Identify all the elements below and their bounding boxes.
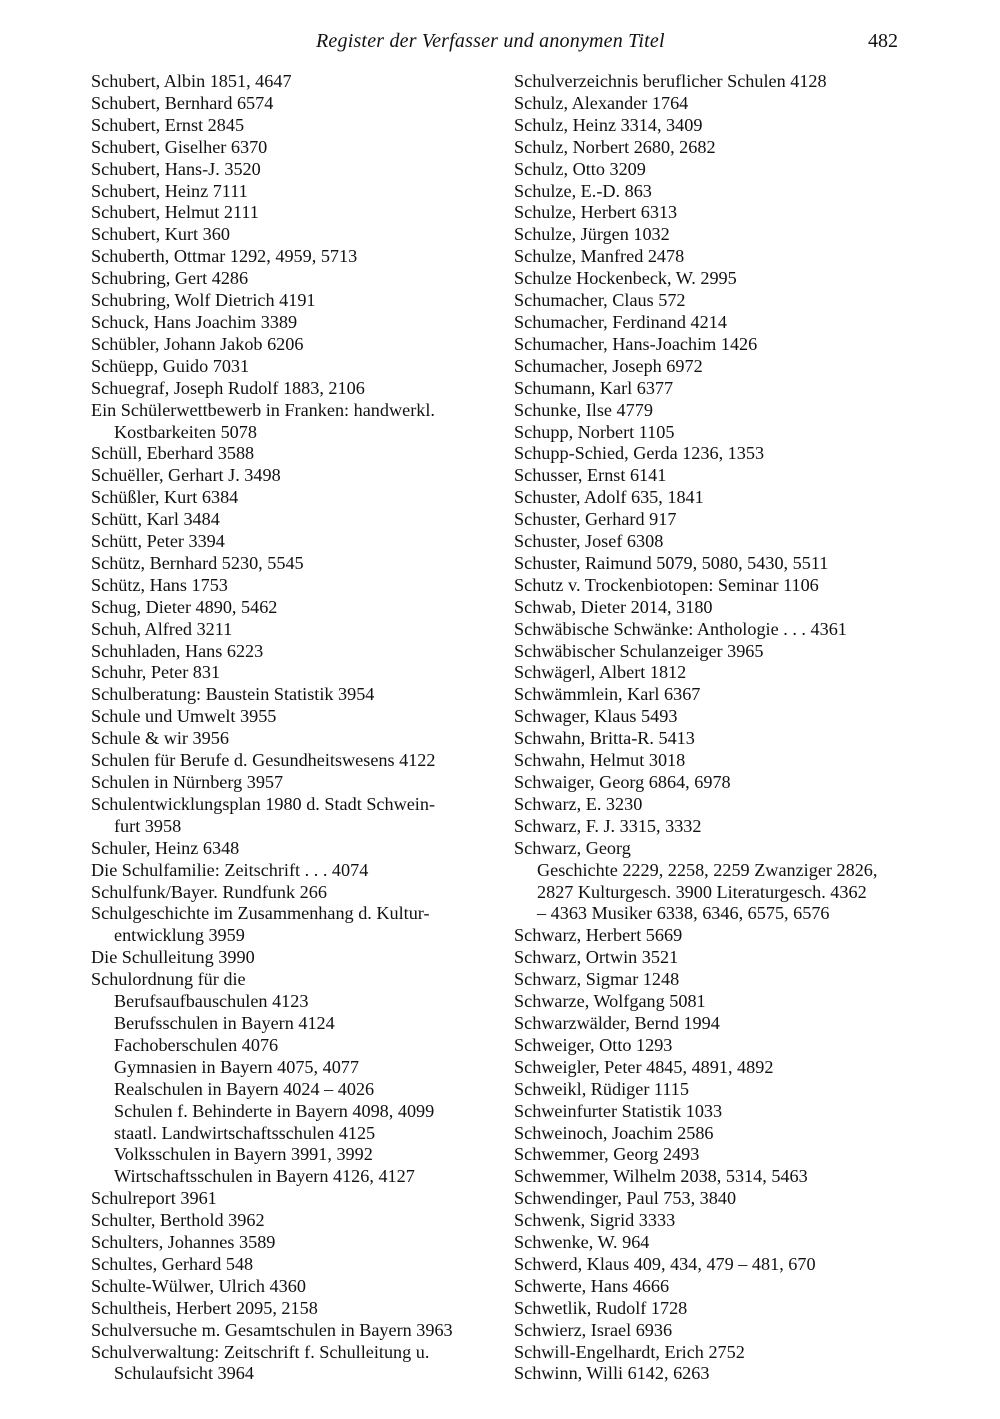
index-entry: Schütt, Karl 3484 [91, 509, 220, 530]
index-entry: Schupp, Norbert 1105 [514, 421, 675, 442]
index-entry: Schubert, Ernst 2845 [91, 114, 245, 135]
index-entry: Schulze, Herbert 6313 [514, 202, 678, 223]
index-entry: Die Schulleitung 3990 [91, 947, 255, 968]
index-column-left [91, 71, 501, 1385]
index-entry: Schwarz, Herbert 5669 [514, 925, 683, 946]
index-entry-continuation: Berufsaufbauschulen 4123 [114, 991, 309, 1012]
index-entry-continuation: – 4363 Musiker 6338, 6346, 6575, 6576 [537, 903, 830, 924]
index-entry: Schumacher, Hans-Joachim 1426 [514, 333, 758, 354]
index-entry: Schwäbische Schwänke: Anthologie . . . 4361 [514, 618, 847, 639]
index-entry: Schulversuche m. Gesamtschulen in Bayern 3963 [91, 1319, 453, 1340]
index-entry: Schwarz, F. J. 3315, 3332 [514, 815, 702, 836]
index-entry: Schubring, Wolf Dietrich 4191 [91, 290, 316, 311]
index-entry: Schumacher, Ferdinand 4214 [514, 311, 727, 332]
index-entry: Schwämmlein, Karl 6367 [514, 684, 701, 705]
index-entry: Schulverzeichnis beruflicher Schulen 4128 [514, 71, 827, 91]
index-entry-continuation: Schulaufsicht 3964 [114, 1363, 254, 1384]
page-number: 482 [868, 30, 898, 52]
index-column-right [514, 71, 914, 1385]
index-entry: Schulze, Jürgen 1032 [514, 224, 670, 245]
index-entry-continuation: 2827 Kulturgesch. 3900 Literaturgesch. 4362 [537, 881, 867, 902]
index-entry: Schumacher, Joseph 6972 [514, 355, 703, 376]
index-entry-continuation: Kostbarkeiten 5078 [114, 421, 257, 442]
index-entry: Schwarze, Wolfgang 5081 [514, 991, 706, 1012]
index-entry: Schulter, Berthold 3962 [91, 1210, 265, 1231]
index-entry: Schuster, Adolf 635, 1841 [514, 487, 704, 508]
index-entry: Schwarzwälder, Bernd 1994 [514, 1012, 720, 1033]
index-entry: Schug, Dieter 4890, 5462 [91, 596, 278, 617]
index-entry: Schwager, Klaus 5493 [514, 706, 678, 727]
index-entry: Schule und Umwelt 3955 [91, 706, 277, 727]
index-entry: Schulters, Johannes 3589 [91, 1232, 276, 1253]
index-entry-continuation: Berufsschulen in Bayern 4124 [114, 1012, 335, 1033]
index-entry: Schuck, Hans Joachim 3389 [91, 311, 298, 332]
index-entry: Schuëller, Gerhart J. 3498 [91, 465, 281, 486]
index-entry: Schulgeschichte im Zusammenhang d. Kultur- [91, 903, 430, 924]
index-entry: Schüßler, Kurt 6384 [91, 487, 239, 508]
index-entry: Schuster, Raimund 5079, 5080, 5430, 5511 [514, 552, 829, 573]
index-entry: Schulz, Otto 3209 [514, 158, 646, 179]
index-entry: Schwinn, Willi 6142, 6263 [514, 1363, 710, 1384]
index-entry: Schwenk, Sigrid 3333 [514, 1210, 676, 1231]
index-entry: Schumann, Karl 6377 [514, 377, 674, 398]
index-entry: Schuh, Alfred 3211 [91, 618, 233, 639]
index-entry: Schuhr, Peter 831 [91, 662, 221, 683]
index-entry: Schwarz, Georg [514, 837, 631, 858]
running-title: Register der Verfasser und anonymen Titel [316, 30, 665, 52]
index-entry: Schuberth, Ottmar 1292, 4959, 5713 [91, 246, 358, 267]
index-entry: Schulz, Alexander 1764 [514, 92, 689, 113]
index-entry: Schwaiger, Georg 6864, 6978 [514, 772, 731, 792]
index-entry-continuation: Realschulen in Bayern 4024 – 4026 [114, 1078, 375, 1099]
index-entry: Schwahn, Britta-R. 5413 [514, 728, 695, 749]
index-entry: Schüll, Eberhard 3588 [91, 443, 255, 464]
index-entry: Schulze, Manfred 2478 [514, 246, 685, 267]
index-entry: Schulz, Heinz 3314, 3409 [514, 114, 703, 135]
index-entry: Schwerte, Hans 4666 [514, 1275, 670, 1296]
index-entry: Schuegraf, Joseph Rudolf 1883, 2106 [91, 377, 365, 398]
index-entry: Schulentwicklungsplan 1980 d. Stadt Schwein- [91, 793, 436, 814]
index-entry: Schubert, Giselher 6370 [91, 136, 268, 157]
index-entry-continuation: Geschichte 2229, 2258, 2259 Zwanziger 2826, [537, 859, 878, 880]
index-entry: Schulze Hockenbeck, W. 2995 [514, 268, 737, 289]
index-entry: Schüepp, Guido 7031 [91, 355, 250, 376]
index-entry: Schulordnung für die [91, 969, 246, 990]
index-entry-continuation: Fachoberschulen 4076 [114, 1034, 279, 1055]
index-entry: Schwägerl, Albert 1812 [514, 662, 687, 683]
page-header [0, 30, 1000, 56]
index-entry: Schumacher, Claus 572 [514, 290, 686, 311]
index-entry: Die Schulfamilie: Zeitschrift . . . 4074 [91, 859, 369, 880]
index-entry: Schulze, E.-D. 863 [514, 180, 652, 201]
index-entry: Schulfunk/Bayer. Rundfunk 266 [91, 881, 327, 902]
index-entry: Schübler, Johann Jakob 6206 [91, 333, 304, 354]
index-entry: Schubert, Heinz 7111 [91, 180, 248, 201]
index-entry: Schwemmer, Wilhelm 2038, 5314, 5463 [514, 1166, 808, 1187]
index-entry-continuation: entwicklung 3959 [114, 925, 245, 946]
index-entry: Schulverwaltung: Zeitschrift f. Schulleitung u. [91, 1341, 430, 1362]
index-entry: Schubert, Hans-J. 3520 [91, 158, 261, 179]
index-entry-continuation: staatl. Landwirtschaftsschulen 4125 [114, 1122, 376, 1143]
index-entry: Schwarz, E. 3230 [514, 793, 643, 814]
index-entry: Schubert, Helmut 2111 [91, 202, 259, 223]
index-entry: Schulreport 3961 [91, 1188, 217, 1209]
index-entry: Schwäbischer Schulanzeiger 3965 [514, 640, 764, 661]
index-entry-continuation: Gymnasien in Bayern 4075, 4077 [114, 1056, 359, 1077]
index-entry: Schuster, Josef 6308 [514, 531, 664, 552]
index-entry: Schwahn, Helmut 3018 [514, 750, 686, 771]
index-entry: Schubert, Kurt 360 [91, 224, 230, 245]
index-entry: Schwill-Engelhardt, Erich 2752 [514, 1341, 745, 1362]
index-entry: Schuhladen, Hans 6223 [91, 640, 264, 661]
index-entry-continuation: Schulen f. Behinderte in Bayern 4098, 4099 [114, 1100, 435, 1121]
index-entry-continuation: Volksschulen in Bayern 3991, 3992 [114, 1144, 373, 1165]
index-entry: Schütz, Hans 1753 [91, 574, 228, 595]
index-entry: Schulberatung: Baustein Statistik 3954 [91, 684, 375, 705]
index-entry: Schutz v. Trockenbiotopen: Seminar 1106 [514, 574, 819, 595]
index-entry: Schwierz, Israel 6936 [514, 1319, 673, 1340]
index-entry: Schütz, Bernhard 5230, 5545 [91, 552, 304, 573]
index-entry: Schubert, Bernhard 6574 [91, 92, 274, 113]
index-entry: Schweikl, Rüdiger 1115 [514, 1078, 689, 1099]
index-entry: Schusser, Ernst 6141 [514, 465, 667, 486]
index-entry: Schwarz, Sigmar 1248 [514, 969, 680, 990]
index-entry: Schulte-Wülwer, Ulrich 4360 [91, 1275, 306, 1296]
index-entry-continuation: Wirtschaftsschulen in Bayern 4126, 4127 [114, 1166, 415, 1187]
index-entry: Schultheis, Herbert 2095, 2158 [91, 1297, 318, 1318]
index-entry: Schweigler, Peter 4845, 4891, 4892 [514, 1056, 774, 1077]
index-entry: Schule & wir 3956 [91, 728, 229, 749]
index-entry: Schwetlik, Rudolf 1728 [514, 1297, 688, 1318]
index-entry: Schulz, Norbert 2680, 2682 [514, 136, 716, 157]
index-entry: Schwarz, Ortwin 3521 [514, 947, 679, 968]
index-entry-continuation: furt 3958 [114, 815, 182, 836]
index-entry: Ein Schülerwettbewerb in Franken: handwerkl. [91, 399, 435, 420]
index-entry: Schütt, Peter 3394 [91, 531, 225, 552]
index-entry: Schultes, Gerhard 548 [91, 1253, 254, 1274]
index-entry: Schupp-Schied, Gerda 1236, 1353 [514, 443, 765, 464]
index-entry: Schuler, Heinz 6348 [91, 837, 240, 858]
index-entry: Schweinoch, Joachim 2586 [514, 1122, 714, 1143]
index-entry: Schwerd, Klaus 409, 434, 479 – 481, 670 [514, 1253, 816, 1274]
index-entry: Schuster, Gerhard 917 [514, 509, 677, 530]
index-entry: Schulen für Berufe d. Gesundheitswesens 4122 [91, 750, 436, 771]
index-entry: Schwemmer, Georg 2493 [514, 1144, 700, 1165]
index-entry: Schulen in Nürnberg 3957 [91, 772, 284, 792]
index-entry: Schweiger, Otto 1293 [514, 1034, 673, 1055]
index-entry: Schunke, Ilse 4779 [514, 399, 653, 420]
index-entry: Schwab, Dieter 2014, 3180 [514, 596, 713, 617]
index-entry: Schweinfurter Statistik 1033 [514, 1100, 723, 1121]
index-entry: Schwendinger, Paul 753, 3840 [514, 1188, 737, 1209]
index-entry: Schubert, Albin 1851, 4647 [91, 71, 292, 91]
index-entry: Schwenke, W. 964 [514, 1232, 650, 1253]
index-entry: Schubring, Gert 4286 [91, 268, 249, 289]
